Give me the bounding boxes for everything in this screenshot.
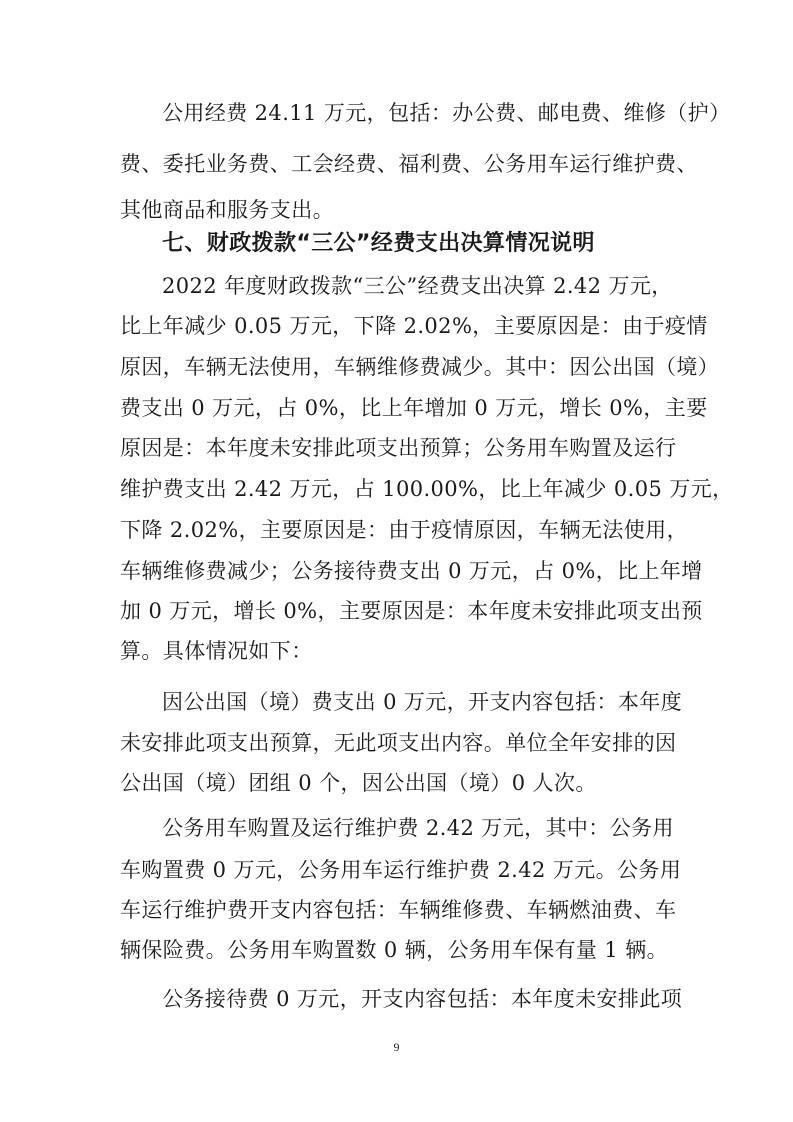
body-text-line: 公务接待费 0 万元，开支内容包括：本年度未安排此项 xyxy=(162,987,683,1011)
body-text-line: 下降 2.02%，主要原因是：由于疫情原因，车辆无法使用， xyxy=(120,518,688,542)
body-text-line: 算。具体情况如下： xyxy=(120,639,313,663)
body-text-line: 2022 年度财政拨款“三公”经费支出决算 2.42 万元， xyxy=(162,274,673,298)
body-text-line: 公用经费 24.11 万元，包括：办公费、邮电费、维修（护） xyxy=(162,101,731,125)
body-text-line: 费、委托业务费、工会经费、福利费、公务用车运行维护费、 xyxy=(120,152,698,176)
section-heading: 七、财政拨款“三公”经费支出决算情况说明 xyxy=(162,231,595,256)
body-text-line: 原因是：本年度未安排此项支出预算；公务用车购置及运行 xyxy=(120,436,677,460)
body-text-line: 车运行维护费开支内容包括：车辆维修费、车辆燃油费、车 xyxy=(120,898,677,922)
body-text-line: 比上年减少 0.05 万元，下降 2.02%，主要原因是：由于疫情 xyxy=(120,314,708,338)
body-text-line: 车购置费 0 万元，公务用车运行维护费 2.42 万元。公务用 xyxy=(120,858,682,882)
body-text-line: 原因，车辆无法使用，车辆维修费减少。其中：因公出国（境） xyxy=(120,355,720,379)
body-text-line: 辆保险费。公务用车购置数 0 辆，公务用车保有量 1 辆。 xyxy=(120,938,669,962)
body-text-line: 其他商品和服务支出。 xyxy=(120,198,334,222)
body-text-line: 费支出 0 万元，占 0%，比上年增加 0 万元，增长 0%，主要 xyxy=(120,396,708,420)
body-text-line: 公务用车购置及运行维护费 2.42 万元，其中：公务用 xyxy=(162,816,674,840)
page-number: 9 xyxy=(393,1040,400,1054)
body-text-line: 加 0 万元，增长 0%，主要原因是：本年度未安排此项支出预 xyxy=(120,599,703,623)
body-text-line: 未安排此项支出预算，无此项支出内容。单位全年安排的因 xyxy=(120,731,677,755)
body-text-line: 车辆维修费减少；公务接待费支出 0 万元，占 0%，比上年增 xyxy=(120,559,703,583)
body-text-line: 维护费支出 2.42 万元，占 100.00%，比上年减少 0.05 万元， xyxy=(120,477,734,501)
body-text-line: 公出国（境）团组 0 个，因公出国（境）0 人次。 xyxy=(120,771,597,795)
body-text-line: 因公出国（境）费支出 0 万元，开支内容包括：本年度 xyxy=(162,690,683,714)
